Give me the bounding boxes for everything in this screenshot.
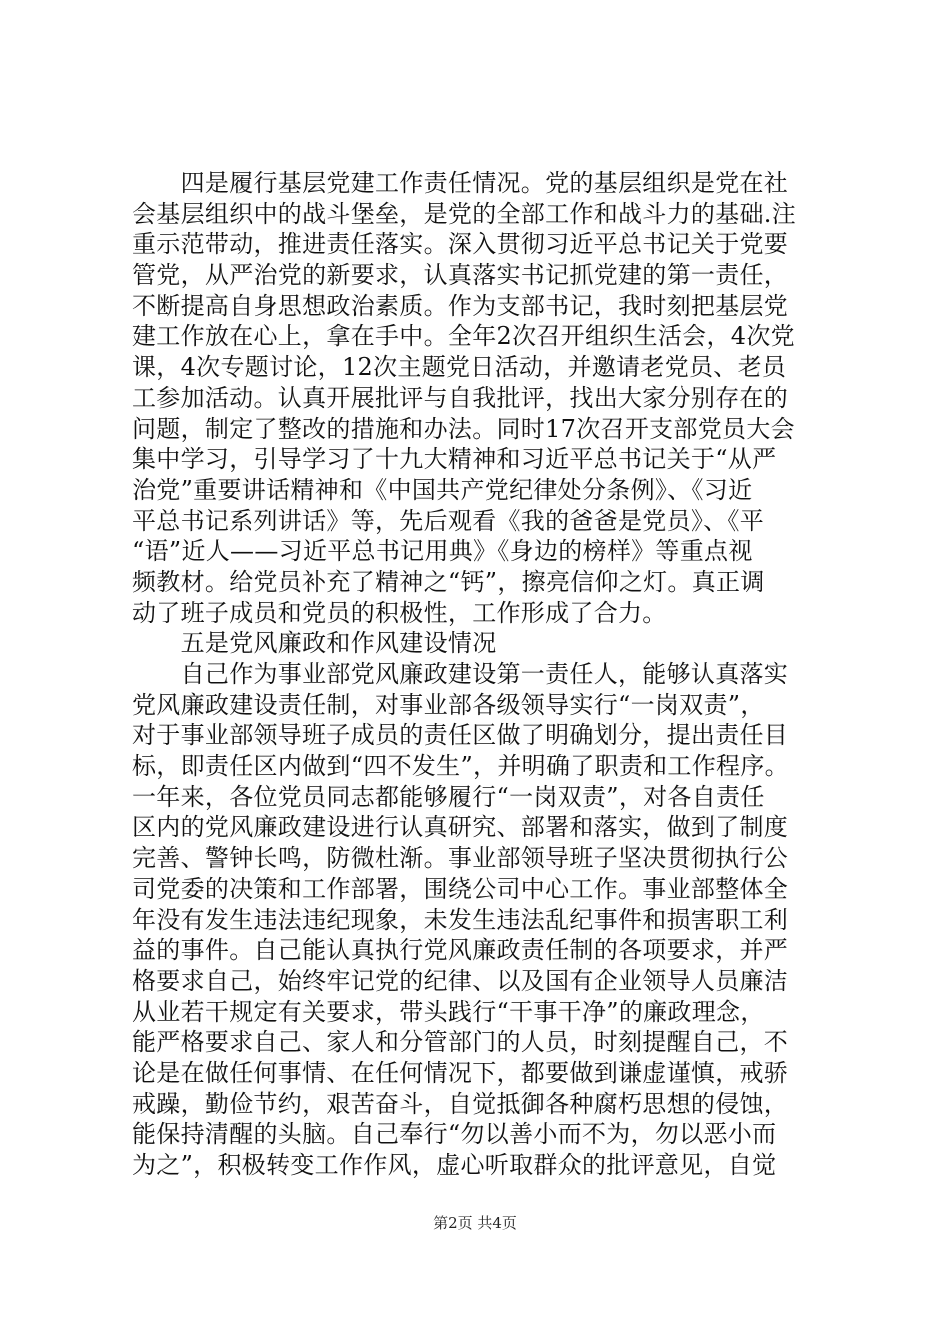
text-line: 标，即责任区内做到“四不发生”，并明确了职责和工作程序。 [132, 752, 789, 781]
text-line: 建工作放在心上，拿在手中。全年2次召开组织生活会，4次党 [132, 322, 795, 351]
text-line: 四是履行基层党建工作责任情况。党的基层组织是党在社 [132, 169, 789, 197]
text-line: 能保持清醒的头脑。自己奉行“勿以善小而不为，勿以恶小而 [132, 1120, 777, 1149]
document-body [132, 168, 832, 1181]
text-line: 党风廉政建设责任制，对事业部各级领导实行“一岗双责”， [132, 690, 765, 719]
page-number-footer: 第2页 共4页 [433, 1214, 517, 1232]
text-line: 平总书记系列讲话》等，先后观看《我的爸爸是党员》、《平 [132, 506, 765, 535]
text-line: 自己作为事业部党风廉政建设第一责任人，能够认真落实 [132, 660, 789, 688]
text-line: 集中学习，引导学习了十九大精神和习近平总书记关于“从严 [132, 445, 777, 474]
text-line: 一年来，各位党员同志都能够履行“一岗双责”，对各自责任 [132, 782, 765, 811]
text-line: 戒躁，勤俭节约，艰苦奋斗，自觉抵御各种腐朽思想的侵蚀， [132, 1089, 789, 1118]
text-line: 工参加活动。认真开展批评与自我批评，找出大家分别存在的 [132, 383, 789, 412]
text-line: 益的事件。自己能认真执行党风廉政责任制的各项要求，并严 [132, 936, 789, 965]
text-line: 为之”，积极转变工作作风，虚心听取群众的批评意见，自觉 [132, 1151, 777, 1179]
text-line: 管党，从严治党的新要求，认真落实书记抓党建的第一责任， [132, 261, 789, 290]
text-line: 课，4次专题讨论，12次主题党日活动，并邀请老党员、老员 [132, 353, 787, 382]
text-line: 治党”重要讲话精神和《中国共产党纪律处分条例》、《习近 [132, 475, 753, 504]
text-line: 区内的党风廉政建设进行认真研究、部署和落实，做到了制度 [132, 813, 789, 842]
text-line: 司党委的决策和工作部署，围绕公司中心工作。事业部整体全 [132, 874, 789, 903]
text-line: 问题，制定了整改的措施和办法。同时17次召开支部党员大会 [132, 414, 795, 443]
text-line: 动了班子成员和党员的积极性，工作形成了合力。 [132, 598, 667, 627]
text-line: 从业若干规定有关要求，带头践行“干事干净”的廉政理念， [132, 997, 765, 1026]
text-line: 对于事业部领导班子成员的责任区做了明确划分，提出责任目 [132, 721, 789, 750]
text-line: 论是在做任何事情、在任何情况下，都要做到谦虚谨慎，戒骄 [132, 1058, 789, 1087]
text-line: 年没有发生违法违纪现象，未发生违法乱纪事件和损害职工利 [132, 905, 789, 934]
text-line: 会基层组织中的战斗堡垒，是党的全部工作和战斗力的基础.注 [132, 199, 797, 228]
text-line: 能严格要求自己、家人和分管部门的人员，时刻提醒自己，不 [132, 1028, 789, 1057]
text-line: 频教材。给党员补充了精神之“钙”，擦亮信仰之灯。真正调 [132, 567, 765, 596]
section-heading: 五是党风廉政和作风建设情况 [132, 629, 497, 658]
text-line: 完善、警钟长鸣，防微杜渐。事业部领导班子坚决贯彻执行公 [132, 844, 789, 873]
text-line: “语”近人——习近平总书记用典》《身边的榜样》等重点视 [132, 537, 753, 566]
text-line: 格要求自己，始终牢记党的纪律、以及国有企业领导人员廉洁 [132, 966, 789, 995]
text-line: 不断提高自身思想政治素质。作为支部书记，我时刻把基层党 [132, 291, 789, 320]
text-line: 重示范带动，推进责任落实。深入贯彻习近平总书记关于党要 [132, 230, 789, 259]
